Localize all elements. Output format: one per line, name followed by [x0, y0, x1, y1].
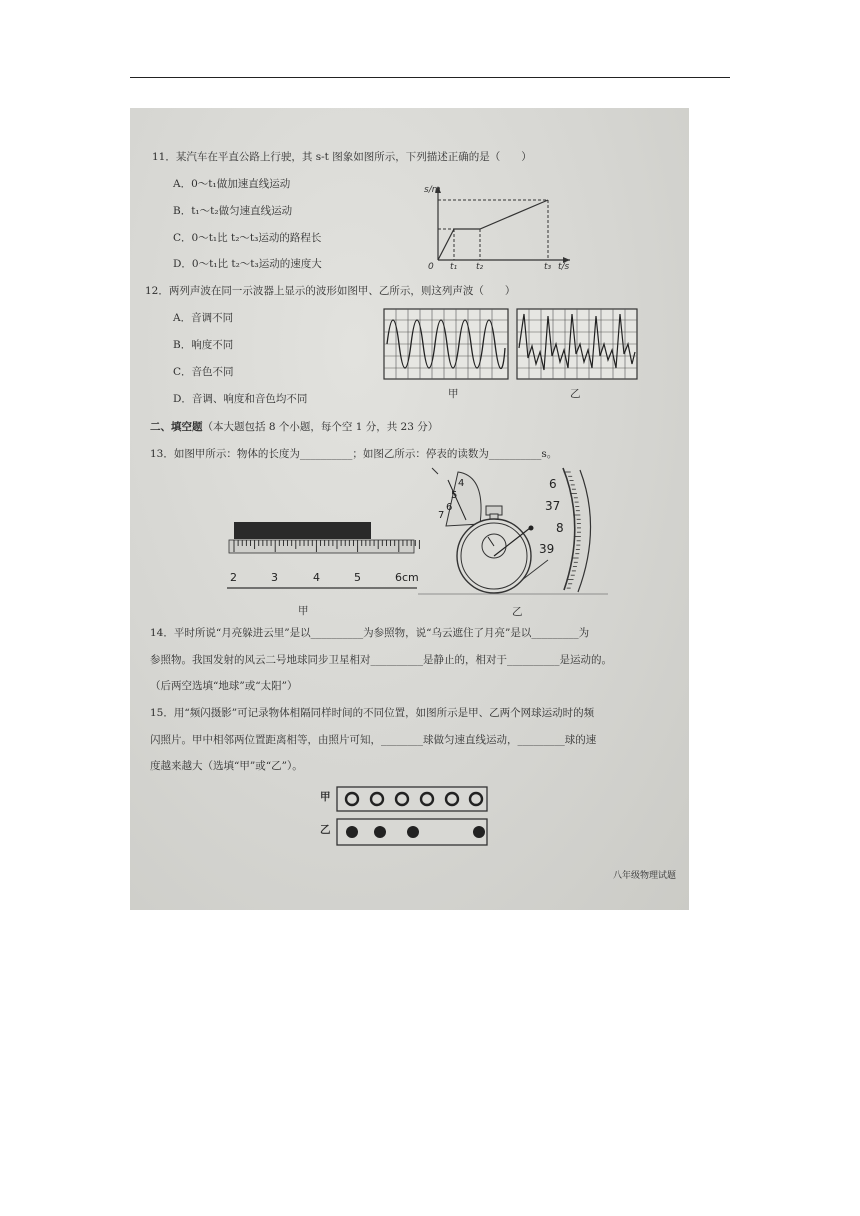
q12-stem: 12．两列声波在同一示波器上显示的波形如图甲、乙所示，则这列声波（ ） [145, 285, 516, 297]
q12-waveform-jia [383, 308, 509, 380]
q11-option-c: C．0～t₁比 t₂～t₃运动的路程长 [173, 232, 322, 244]
q13-stopwatch-figure [418, 466, 618, 606]
q11-stem: 11．某汽车在平直公路上行驶，其 s-t 图象如图所示，下列描述正确的是（ ） [152, 151, 532, 163]
q11-t3: t₃ [544, 262, 552, 270]
q15-label-yi: 乙 [320, 824, 331, 836]
q11-x-label: t/s [558, 262, 570, 270]
q13-dial-large-6: 6 [549, 477, 557, 491]
q15-line2: 闪照片。甲中相邻两位置距离相等，由照片可知，________球做匀速直线运动，_________球的速 [150, 734, 597, 746]
q12-waveform-yi [516, 308, 638, 380]
q13-label-jia: 甲 [298, 605, 309, 617]
q12-label-yi: 乙 [570, 388, 581, 400]
q12-option-c: C．音色不同 [173, 366, 234, 378]
q11-option-a: A．0～t₁做加速直线运动 [173, 178, 291, 190]
q13-dial-small-5: 5 [451, 490, 458, 501]
q13-ruler-tick-2: 2 [230, 571, 237, 584]
q12-option-b: B．响度不同 [173, 339, 234, 351]
q11-y-label: s/m [424, 185, 441, 195]
q12-option-d: D．音调、响度和音色均不同 [173, 393, 308, 405]
q11-st-graph [420, 180, 580, 270]
q13-label-yi: 乙 [512, 606, 523, 618]
q11-option-d: D．0～t₁比 t₂～t₃运动的速度大 [173, 258, 322, 270]
section2-title: 二、填空题 [150, 421, 203, 433]
q11-t2: t₂ [476, 262, 484, 270]
exam-page-photo [130, 108, 689, 910]
q15-line1: 15．用“频闪摄影”可记录物体相隔同样时间的不同位置，如图所示是甲、乙两个网球运动时的频 [150, 707, 595, 719]
header-rule [130, 77, 730, 78]
q11-t1: t₁ [450, 262, 458, 270]
q13-dial-large-39: 39 [539, 542, 555, 556]
q13-ruler-tick-6cm: 6cm [395, 571, 419, 584]
q11-option-b: B．t₁～t₂做匀速直线运动 [173, 205, 293, 217]
q13-dial-small-7: 7 [438, 510, 445, 521]
q12-option-a: A．音调不同 [173, 312, 234, 324]
q13-ruler-tick-3: 3 [271, 571, 278, 584]
q13-dial-small-4: 4 [458, 478, 465, 489]
q15-line3: 度越来越大（选填“甲”或“乙”）。 [150, 760, 303, 772]
q13-ruler-figure [225, 518, 420, 596]
q13-stem: 13．如图甲所示：物体的长度为__________；如图乙所示：停表的读数为__________s。 [150, 448, 558, 460]
q13-ruler-tick-4: 4 [313, 571, 320, 584]
q15-strobe-figure [336, 786, 492, 850]
q13-ruler-tick-5: 5 [354, 571, 361, 584]
q13-dial-small-6: 6 [446, 502, 453, 513]
footer-subject: 八年级物理试题 [613, 871, 677, 881]
q15-label-jia: 甲 [320, 791, 331, 803]
q13-dial-large-37: 37 [545, 499, 561, 513]
q14-line3: （后两空选填“地球”或“太阳”） [150, 680, 298, 692]
q13-dial-large-8: 8 [556, 521, 564, 535]
section2-note: （本大题包括 8 个小题，每个空 1 分，共 23 分） [202, 421, 439, 433]
q11-origin: 0 [428, 262, 434, 270]
q14-line2: 参照物。我国发射的风云二号地球同步卫星相对__________是静止的，相对于__________是运动的。 [150, 654, 612, 666]
q12-label-jia: 甲 [448, 388, 459, 400]
q14-line1: 14．平时所说“月亮躲进云里”是以__________为参照物，说“乌云遮住了月亮”是以_________为 [150, 627, 590, 639]
section2-heading [150, 420, 438, 434]
